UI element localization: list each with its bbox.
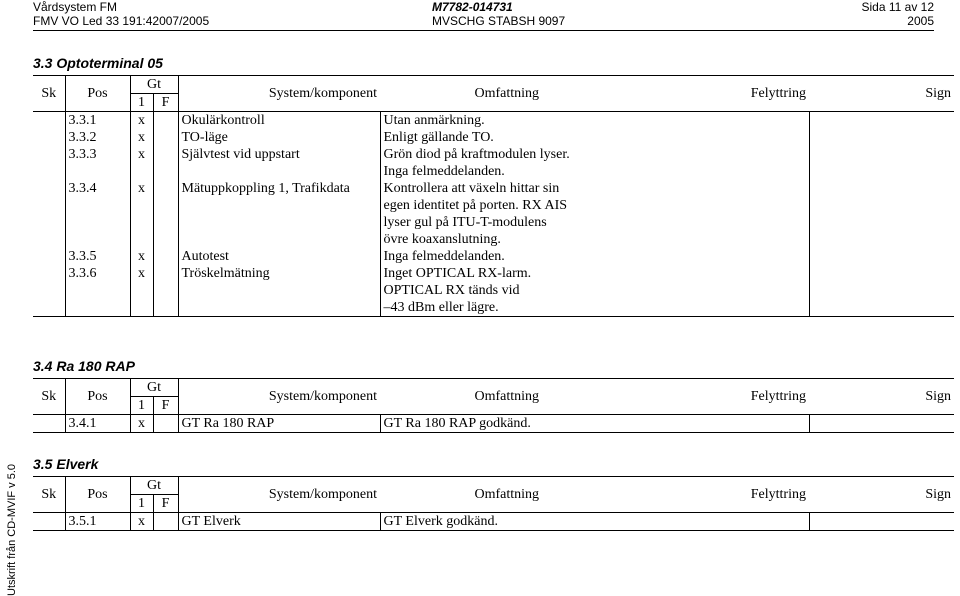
col-system: System/komponent	[178, 76, 380, 112]
col-pos: Pos	[65, 379, 130, 415]
header-year: 2005	[907, 14, 934, 28]
table-row: 3.3.3 x Självtest vid uppstart Grön diod på kraftmodulen lyser. Inga felmeddelanden.	[33, 146, 954, 180]
table-row: 3.3.1 x Okulärkontroll Utan anmärkning.	[33, 112, 954, 130]
col-sign: Sign	[809, 379, 954, 415]
col-sign: Sign	[809, 76, 954, 112]
col-felyttring: Felyttring	[542, 76, 809, 112]
col-sk: Sk	[33, 379, 65, 415]
col-gt-f: F	[153, 495, 178, 513]
table-row: 3.3.4 x Mätuppkoppling 1, Trafikdata Kontrollera att växeln hittar sin egen identitet på porten. RX AIS lyser gul på ITU-T-modulens övre koaxanslutning.	[33, 180, 954, 248]
col-gt: Gt	[130, 76, 178, 94]
col-gt: Gt	[130, 477, 178, 495]
col-gt-1: 1	[130, 397, 153, 415]
header-page-number: Sida 11 av 12	[861, 0, 934, 14]
col-system: System/komponent	[178, 379, 380, 415]
section-title-3-3: 3.3 Optoterminal 05	[33, 55, 163, 71]
col-omfattning: Omfattning	[380, 477, 542, 513]
header-middle	[432, 0, 565, 28]
header-unit: MVSCHG STABSH 9097	[432, 14, 566, 28]
col-gt: Gt	[130, 379, 178, 397]
col-omfattning: Omfattning	[380, 76, 542, 112]
col-gt-1: 1	[130, 495, 153, 513]
table-row: 3.3.2 x TO-läge Enligt gällande TO.	[33, 129, 954, 146]
table-row: 3.4.1 x GT Ra 180 RAP GT Ra 180 RAP godkänd.	[33, 415, 954, 433]
col-sign: Sign	[809, 477, 954, 513]
table-3-4	[33, 378, 954, 433]
col-felyttring: Felyttring	[542, 477, 809, 513]
col-sk: Sk	[33, 477, 65, 513]
col-omfattning: Omfattning	[380, 379, 542, 415]
section-title-3-4: 3.4 Ra 180 RAP	[33, 358, 135, 374]
header-left	[33, 0, 209, 28]
header-document-ref: FMV VO Led 33 191:42007/2005	[33, 14, 210, 28]
header-divider	[33, 30, 934, 31]
col-gt-f: F	[153, 397, 178, 415]
col-sk: Sk	[33, 76, 65, 112]
header-right	[862, 0, 935, 28]
table-row: 3.3.6 x Tröskelmätning Inget OPTICAL RX-larm. OPTICAL RX tänds vid –43 dBm eller lägre.	[33, 265, 954, 317]
header-doc-number: M7782-014731	[432, 0, 513, 14]
section-title-3-5: 3.5 Elverk	[33, 456, 99, 472]
col-felyttring: Felyttring	[542, 379, 809, 415]
col-pos: Pos	[65, 76, 130, 112]
table-row: 3.5.1 x GT Elverk GT Elverk godkänd.	[33, 513, 954, 531]
col-pos: Pos	[65, 477, 130, 513]
table-3-5	[33, 476, 954, 531]
table-3-3	[33, 75, 954, 317]
col-gt-f: F	[153, 94, 178, 112]
table-row: 3.3.5 x Autotest Inga felmeddelanden.	[33, 248, 954, 265]
col-gt-1: 1	[130, 94, 153, 112]
header-system-name: Vårdsystem FM	[33, 0, 118, 14]
print-source-label: Utskrift från CD-MVIF v 5.0	[6, 463, 18, 596]
col-system: System/komponent	[178, 477, 380, 513]
